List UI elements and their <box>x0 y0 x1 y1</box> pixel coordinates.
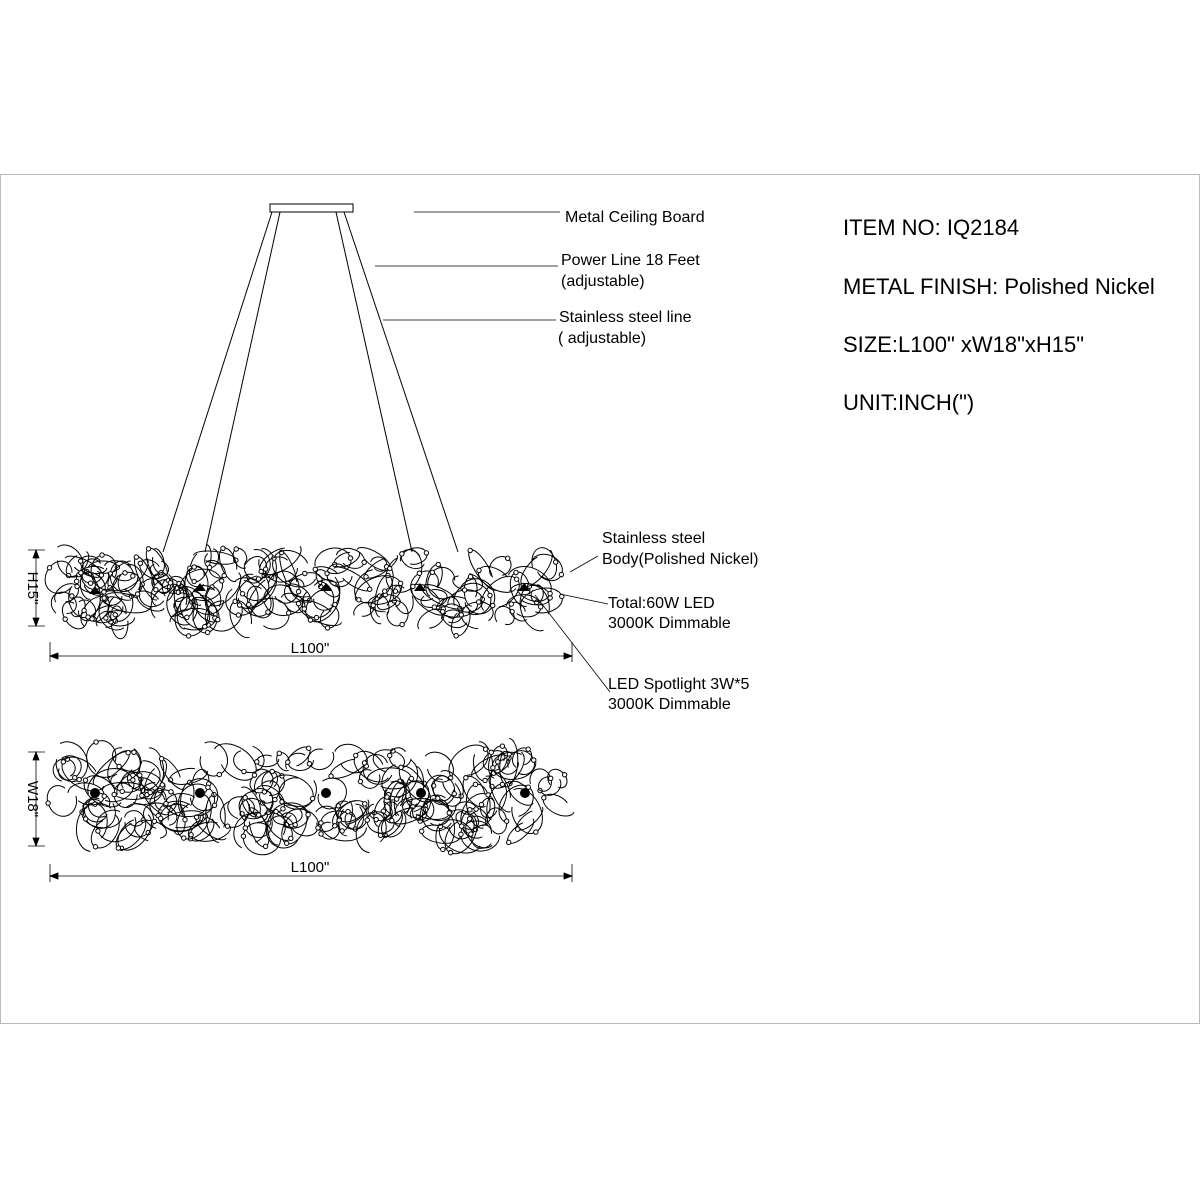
swirl-bead <box>191 579 197 585</box>
swirl-bead <box>399 622 405 628</box>
swirl-bead <box>158 816 163 821</box>
swirl-bead <box>95 828 101 834</box>
swirl-bead <box>93 739 99 745</box>
swirl-bead <box>45 800 50 805</box>
swirl-bead <box>559 594 564 599</box>
swirl-loop <box>451 570 485 595</box>
swirl-loop <box>39 556 82 600</box>
top-width-label: W18" <box>24 780 41 818</box>
swirl-bead <box>384 794 389 799</box>
swirl-bead <box>216 772 222 778</box>
power-line-note: (adjustable) <box>561 273 645 290</box>
swirl-bead <box>263 567 268 572</box>
sheet-frame <box>1 175 1200 1024</box>
swirl-bead <box>459 832 464 837</box>
top-view-body <box>44 736 577 860</box>
front-length-label: L100" <box>290 640 330 657</box>
swirl-loop <box>300 577 346 628</box>
swirl-bead <box>133 554 139 560</box>
swirl-bead <box>419 829 424 834</box>
spotlight-icon <box>195 788 205 798</box>
swirl-bead <box>285 760 290 765</box>
swirl-bead <box>296 589 301 594</box>
swirl-bead <box>192 564 197 569</box>
swirl-bead <box>79 571 84 576</box>
swirl-bead <box>164 801 169 806</box>
swirl-bead <box>440 847 445 852</box>
swirl-bead <box>358 779 364 785</box>
front-height-label: H15" <box>24 571 41 605</box>
swirl-bead <box>78 558 83 563</box>
suspension-cables <box>163 212 458 552</box>
swirl-loop <box>231 742 268 777</box>
swirl-bead <box>513 570 519 576</box>
swirl-loop <box>193 737 233 780</box>
swirl-bead <box>500 743 505 748</box>
swirl-bead <box>152 819 158 825</box>
swirl-bead <box>286 611 291 616</box>
swirl-bead <box>99 553 104 558</box>
swirl-bead <box>558 572 564 578</box>
total-color-temp-label: 3000K Dimmable <box>608 615 731 632</box>
swirl-bead <box>181 835 187 841</box>
swirl-bead <box>346 809 351 814</box>
swirl-bead <box>348 555 353 560</box>
swirl-bead <box>387 753 392 758</box>
swirl-bead <box>487 593 492 598</box>
swirl-bead <box>241 834 246 839</box>
item-number: ITEM NO: IQ2184 <box>843 215 1020 240</box>
swirl-bead <box>83 816 89 822</box>
swirl-bead <box>399 551 405 557</box>
swirl-bead <box>130 777 136 783</box>
steel-line-label: Stainless steel line <box>559 309 692 326</box>
swirl-bead <box>236 612 241 617</box>
spotlight-color-temp-label: 3000K Dimmable <box>608 696 731 713</box>
swirl-loop <box>242 821 282 856</box>
swirl-loop <box>421 562 464 605</box>
top-length-label: L100" <box>290 859 330 876</box>
swirl-bead <box>284 840 290 846</box>
swirl-bead <box>168 580 173 585</box>
swirl-bead <box>473 782 478 787</box>
swirl-bead <box>274 809 279 814</box>
swirl-loop <box>304 573 346 615</box>
swirl-loop <box>370 596 390 625</box>
swirl-loop <box>370 746 407 777</box>
swirl-bead <box>188 832 193 837</box>
swirl-bead <box>306 812 311 817</box>
body-label: Stainless steel <box>602 530 706 547</box>
swirl-loop <box>230 546 251 571</box>
swirl-bead <box>490 765 495 770</box>
swirl-loop <box>207 736 263 786</box>
swirl-bead <box>538 605 542 609</box>
steel-line-note: ( adjustable) <box>558 330 647 347</box>
swirl-bead <box>205 630 210 635</box>
swirl-bead <box>409 776 414 781</box>
swirl-bead <box>495 760 500 765</box>
swirl-bead <box>453 633 458 638</box>
swirl-bead <box>158 756 164 762</box>
swirl-bead <box>160 782 165 787</box>
swirl-loop <box>256 754 279 768</box>
spotlight-icon <box>321 788 331 798</box>
total-power-label: Total:60W LED <box>608 595 715 612</box>
swirl-loop <box>398 547 427 572</box>
swirl-bead <box>325 571 330 576</box>
swirl-bead <box>148 790 153 795</box>
swirl-bead <box>74 579 79 584</box>
swirl-bead <box>436 562 441 567</box>
spotlight-icon <box>90 788 100 798</box>
swirl-loop <box>44 782 80 820</box>
swirl-loop <box>349 746 395 788</box>
swirl-bead <box>474 807 479 812</box>
swirl-loop <box>312 545 353 579</box>
swirl-bead <box>548 776 553 781</box>
swirl-bead <box>119 789 124 794</box>
swirl-bead <box>62 616 68 622</box>
swirl-bead <box>88 581 93 586</box>
swirl-bead <box>112 792 116 796</box>
swirl-bead <box>186 633 191 638</box>
swirl-bead <box>468 574 473 579</box>
swirl-loop <box>328 752 370 783</box>
swirl-bead <box>534 600 539 605</box>
swirl-bead <box>256 576 261 581</box>
front-view-body <box>39 538 567 641</box>
swirl-bead <box>168 789 174 795</box>
swirl-bead <box>462 587 467 592</box>
swirl-loop <box>540 791 578 821</box>
spotlight-icon <box>416 788 426 798</box>
swirl-bead <box>314 615 318 619</box>
swirl-bead <box>367 586 373 592</box>
swirl-bead <box>183 817 188 822</box>
size-spec: SIZE:L100" xW18"xH15" <box>843 332 1085 357</box>
body-finish-label: Body(Polished Nickel) <box>602 551 759 568</box>
swirl-bead <box>306 745 312 751</box>
swirl-bead <box>122 570 127 575</box>
swirl-bead <box>541 795 547 801</box>
swirl-bead <box>424 550 430 556</box>
swirl-bead <box>325 625 330 630</box>
swirl-bead <box>447 810 452 815</box>
unit-spec: UNIT:INCH(") <box>843 390 975 415</box>
swirl-bead <box>251 772 257 778</box>
swirl-bead <box>243 825 249 831</box>
swirl-bead <box>506 839 512 845</box>
spotlight-icon <box>520 788 530 798</box>
swirl-bead <box>459 612 464 617</box>
swirl-bead <box>102 596 107 601</box>
power-line-label: Power Line 18 Feet <box>561 252 700 269</box>
spotlight-label: LED Spotlight 3W*5 <box>608 676 750 693</box>
swirl-bead <box>476 600 480 604</box>
swirl-bead <box>483 778 488 783</box>
swirl-bead <box>302 571 307 576</box>
swirl-loop <box>544 766 570 793</box>
ceiling-board-label: Metal Ceiling Board <box>565 209 705 226</box>
swirl-bead <box>319 821 324 826</box>
swirl-loop <box>110 570 144 603</box>
swirl-loop <box>330 739 372 777</box>
swirl-loop <box>509 744 535 771</box>
swirl-bead <box>137 560 143 566</box>
swirl-loop <box>266 769 318 811</box>
ceiling-board <box>270 204 353 212</box>
swirl-bead <box>467 547 473 553</box>
metal-finish: METAL FINISH: Polished Nickel <box>843 274 1155 299</box>
swirl-bead <box>318 831 324 837</box>
swirl-bead <box>448 850 454 856</box>
swirl-bead <box>225 823 231 829</box>
swirl-bead <box>365 818 370 823</box>
swirl-bead <box>102 794 107 799</box>
swirl-bead <box>504 819 509 824</box>
swirl-bead <box>241 769 247 775</box>
swirl-bead <box>219 578 224 583</box>
